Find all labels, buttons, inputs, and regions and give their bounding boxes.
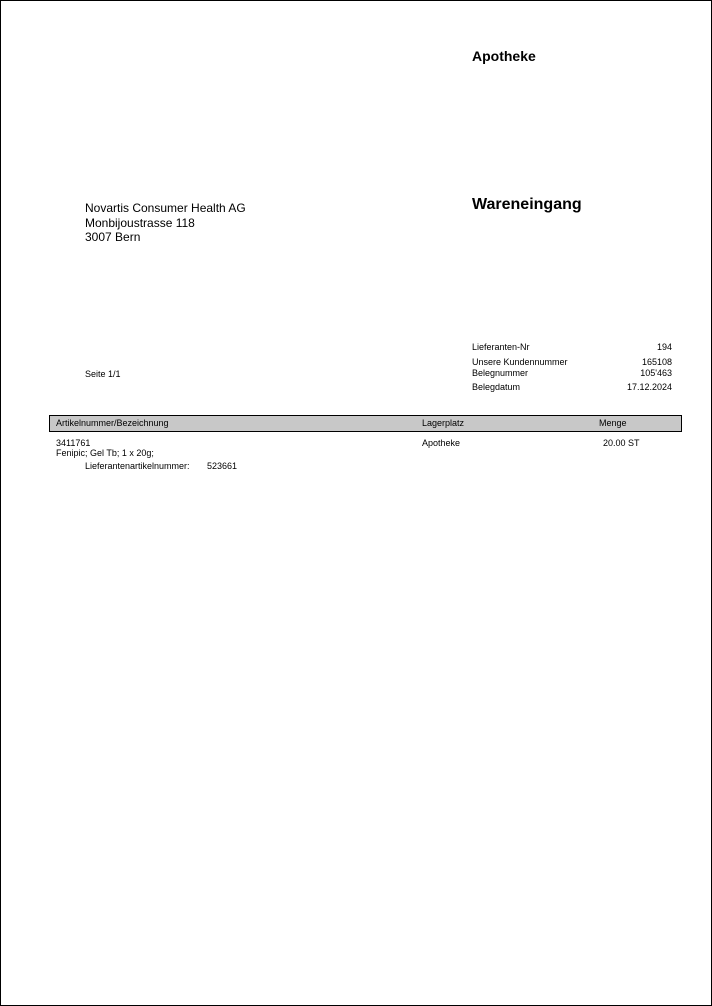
sender-name: Apotheke [472, 48, 536, 64]
meta-row-document-date [472, 382, 672, 394]
meta-value: 105'463 [640, 368, 672, 378]
recipient-company: Novartis Consumer Health AG [85, 201, 246, 215]
page-number: Seite 1/1 [85, 369, 121, 379]
meta-value: 17.12.2024 [626, 382, 672, 392]
table-header [49, 415, 682, 432]
recipient-street: Monbijoustrasse 118 [85, 215, 195, 230]
storage-location: Apotheke [422, 438, 461, 448]
meta-row-document-number [472, 368, 672, 380]
article-description: Fenipic; Gel Tb; 1 x 20g; [56, 448, 154, 458]
meta-label: Belegdatum [472, 382, 521, 392]
supplier-article-number: 523661 [207, 461, 238, 471]
meta-value: 165108 [641, 357, 672, 367]
supplier-article-label: Lieferantenartikelnummer: [85, 461, 190, 471]
article-number: 3411761 [56, 438, 91, 448]
meta-label: Lieferanten-Nr [472, 342, 530, 352]
recipient-city: 3007 Bern [85, 230, 141, 244]
meta-value: 194 [656, 342, 672, 352]
meta-row-supplier-number [472, 342, 672, 354]
meta-label: Belegnummer [472, 368, 529, 378]
document-title: Wareneingang [472, 196, 582, 213]
meta-label: Unsere Kundennummer [472, 357, 568, 367]
column-header-location: Lagerplatz [422, 418, 465, 428]
column-header-article: Artikelnummer/Bezeichnung [56, 418, 169, 428]
recipient-address [85, 201, 246, 245]
column-header-quantity: Menge [599, 418, 627, 428]
quantity: 20.00 ST [603, 438, 640, 448]
